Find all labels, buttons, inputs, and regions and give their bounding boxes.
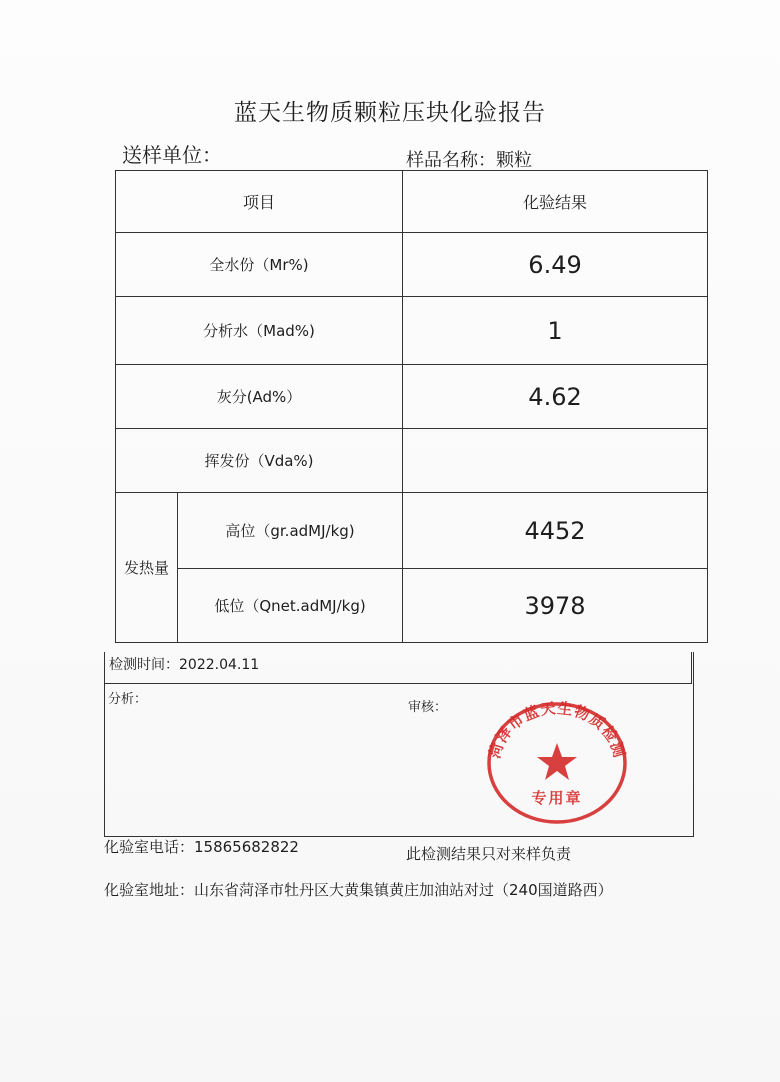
row-value: 4.62 xyxy=(403,365,708,429)
row-label: 全水份（Mr%) xyxy=(116,233,403,297)
table-row xyxy=(116,297,708,365)
header-item: 项目 xyxy=(116,171,403,233)
sender-unit-label: 送样单位： xyxy=(122,143,222,167)
table-row xyxy=(116,493,708,569)
row-label: 分析水（Mad%) xyxy=(116,297,403,365)
table-row xyxy=(116,569,708,643)
row-label: 高位（gr.adMJ/kg) xyxy=(178,493,403,569)
row-value: 6.49 xyxy=(403,233,708,297)
table-header-row xyxy=(116,171,708,233)
lab-address: 化验室地址：山东省菏泽市牡丹区大黄集镇黄庄加油站对过（240国道路西） xyxy=(104,881,613,899)
official-stamp xyxy=(483,697,631,825)
test-date: 检测时间：2022.04.11 xyxy=(104,652,692,684)
stamp-top-text: 菏泽市蓝天生物质检测 xyxy=(485,699,629,761)
review-label: 审核： xyxy=(408,700,448,715)
row-value: 4452 xyxy=(403,493,708,569)
analysis-label: 分析： xyxy=(108,692,148,707)
table-row xyxy=(116,429,708,493)
lab-phone: 化验室电话：15865682822 xyxy=(104,838,299,856)
stamp-bottom-text: 专用章 xyxy=(531,789,583,807)
row-label: 低位（Qnet.adMJ/kg) xyxy=(178,569,403,643)
heat-label: 发热量 xyxy=(116,493,178,643)
row-label: 灰分(Ad%） xyxy=(116,365,403,429)
row-value xyxy=(403,429,708,493)
table-row xyxy=(116,233,708,297)
row-value: 1 xyxy=(403,297,708,365)
report-title: 蓝天生物质颗粒压块化验报告 xyxy=(234,100,546,126)
sample-name-label: 样品名称：颗粒 xyxy=(406,150,532,171)
row-value: 3978 xyxy=(403,569,708,643)
header-result: 化验结果 xyxy=(403,171,708,233)
results-table xyxy=(115,170,708,643)
stamp-star-icon xyxy=(537,743,577,780)
row-label: 挥发份（Vda%) xyxy=(116,429,403,493)
disclaimer: 此检测结果只对来样负责 xyxy=(406,845,572,863)
table-row xyxy=(116,365,708,429)
